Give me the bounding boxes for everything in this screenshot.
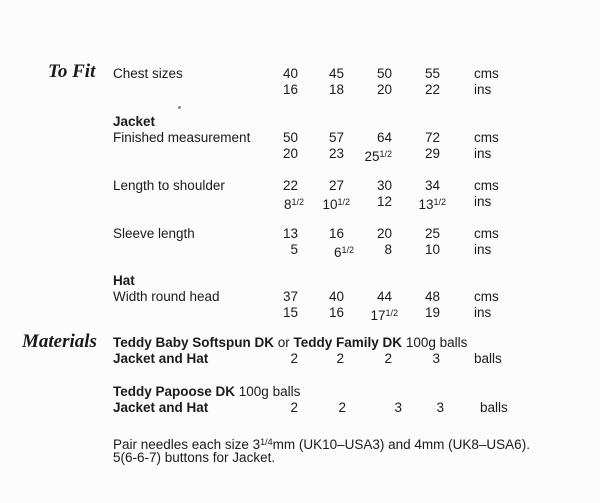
balls-2-2: 2 [338,400,346,415]
head-ins-2: 16 [328,305,344,320]
length-cms-1: 22 [282,178,298,193]
sleeve-cms-1: 13 [282,226,298,241]
jacket-and-hat-label-2: Jacket and Hat [113,400,209,415]
buttons-note: 5(6-6-7) buttons for Jacket. [113,450,276,465]
fraction-half: 1/2 [433,197,446,207]
head-cms-3: 44 [376,289,392,304]
fraction-half: 1/2 [341,245,354,255]
sleeve-ins-4: 10 [424,242,440,257]
yarn-line-2: Teddy Papoose DK 100g balls [113,384,301,399]
hat-heading: Hat [113,273,135,288]
sleeve-ins-2: $6^{1/2}$ [333,245,354,260]
head-ins-3: $17^{1/2}$ [370,308,398,323]
finished-cms-3: 64 [376,130,392,145]
length-ins-2: $10^{1/2}$ [322,197,350,212]
chest-cms-4: 55 [424,66,440,81]
width-round-head-label: Width round head [113,289,220,304]
balls-1-1: 2 [290,351,298,366]
length-to-shoulder-label: Length to shoulder [113,178,225,193]
finished-ins-3: $25^{1/2}$ [364,149,392,164]
fraction-half: 1/2 [379,149,392,159]
head-ins-unit: ins [474,305,492,320]
balls-unit-2: balls [480,400,508,415]
chest-cms-3: 50 [376,66,392,81]
chest-ins-1: 16 [282,82,298,97]
length-ins-4: $13^{1/2}$ [418,197,446,212]
chest-ins-2: 18 [328,82,344,97]
length-ins-unit: ins [474,194,492,209]
yarn-name-papoose: Teddy Papoose DK [113,384,236,399]
sleeve-ins-1: 5 [290,242,298,257]
head-cms-4: 48 [424,289,440,304]
chest-cms-2: 45 [328,66,344,81]
chest-ins-unit: ins [474,82,492,97]
yarn-line-1: Teddy Baby Softspun DK or Teddy Family DK 100g balls [113,335,468,350]
sleeve-cms-3: 20 [376,226,392,241]
length-ins-3: 12 [376,194,392,209]
balls-2-3: 3 [394,400,402,415]
balls-2-4: 3 [436,400,444,415]
length-cms-2: 27 [328,178,344,193]
finished-cms-4: 72 [424,130,440,145]
sleeve-ins-3: 8 [384,242,392,257]
fraction-half: 1/2 [291,197,304,207]
materials-heading: Materials [22,331,97,352]
balls-1-4: 3 [432,351,440,366]
jacket-heading: Jacket [113,114,156,129]
chest-sizes-label: Chest sizes [113,66,183,81]
sleeve-cms-4: 25 [424,226,440,241]
yarn-name-family: Teddy Family DK [293,335,403,350]
head-cms-1: 37 [282,289,298,304]
to-fit-heading: To Fit [48,61,96,82]
chest-ins-3: 20 [376,82,392,97]
length-cms-unit: cms [474,178,499,193]
length-cms-4: 34 [424,178,440,193]
finished-cms-2: 57 [328,130,344,145]
sleeve-ins-unit: ins [474,242,492,257]
sleeve-length-label: Sleeve length [113,226,195,241]
fraction-half: 1/2 [337,197,350,207]
fraction-quarter: 1/4 [260,437,273,447]
chest-ins-4: 22 [424,82,440,97]
sleeve-cms-2: 16 [328,226,344,241]
finished-ins-2: 23 [328,146,344,161]
chest-cms-1: 40 [282,66,298,81]
yarn-name-softspun: Teddy Baby Softspun DK [113,335,275,350]
fraction-half: 1/2 [385,308,398,318]
head-cms-unit: cms [474,289,499,304]
balls-1-3: 2 [384,351,392,366]
finished-ins-4: 29 [424,146,440,161]
length-ins-1: $8^{1/2}$ [283,197,304,212]
balls-1-2: 2 [336,351,344,366]
balls-unit-1: balls [474,351,502,366]
head-cms-2: 40 [328,289,344,304]
head-ins-4: 19 [424,305,440,320]
jacket-and-hat-label-1: Jacket and Hat [113,351,209,366]
needles-note: Pair needles each size $3^{1/4}mm$ (UK10–USA3) and 4mm (UK8–USA6). [113,437,530,452]
length-cms-3: 30 [376,178,392,193]
finished-cms-1: 50 [282,130,298,145]
finished-ins-unit: ins [474,146,492,161]
sleeve-cms-unit: cms [474,226,499,241]
head-ins-1: 15 [282,305,298,320]
speck-mark [178,106,181,109]
finished-ins-1: 20 [282,146,298,161]
finished-cms-unit: cms [474,130,499,145]
finished-measurement-label: Finished measurement [113,130,251,145]
chest-cms-unit: cms [474,66,499,81]
balls-2-1: 2 [290,400,298,415]
